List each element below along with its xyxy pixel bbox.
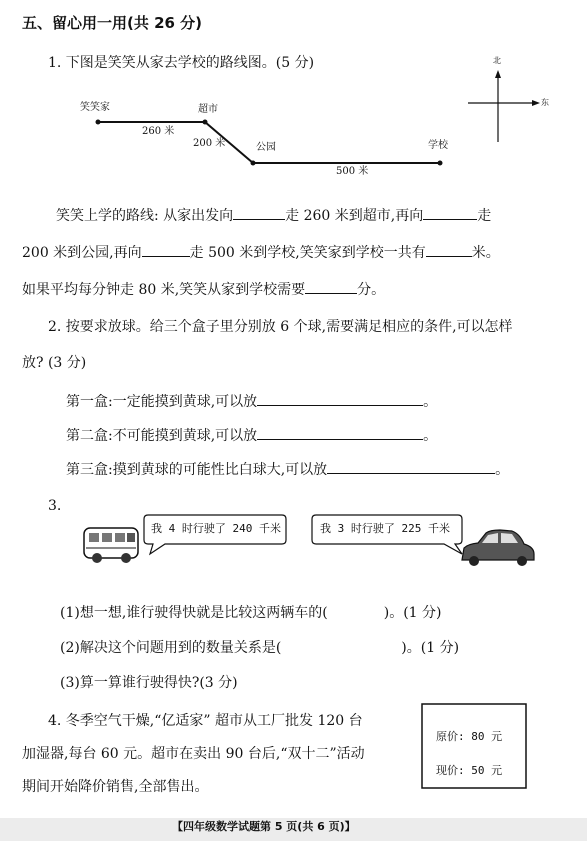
blank-box-3[interactable] — [327, 459, 495, 474]
map-distance-3: 500 米 — [336, 166, 369, 177]
bus-bubble-text: 我 4 时行驶了 240 千米 — [151, 522, 281, 535]
q1-heading: 1. 下图是笑笑从家去学校的路线图。(5 分) — [48, 55, 315, 71]
q2-box-2: 第二盒:不可能摸到黄球,可以放 。 — [66, 425, 437, 445]
map-distance-2: 200 米 — [193, 138, 226, 149]
map-label-home: 笑笑家 — [80, 102, 110, 113]
q4-line-2: 加湿器,每台 60 元。超市在卖出 90 台后,“双十二”活动 — [22, 746, 365, 762]
q3-part-2: (2)解决这个问题用到的数量关系是( )。(1 分) — [60, 640, 460, 656]
q1-line-1: 笑笑上学的路线: 从家出发向 走 260 米到超市,再向 走 — [56, 205, 491, 225]
q1-line-2: 200 米到公园,再向 走 500 米到学校,笑笑家到学校一共有 米。 — [22, 242, 500, 262]
q1-line-3: 如果平均每分钟走 80 米,笑笑从家到学校需要 分。 — [22, 279, 385, 299]
blank-minutes[interactable] — [305, 279, 357, 294]
map-distance-1: 260 米 — [142, 126, 175, 137]
q3-part-3: (3)算一算谁行驶得快?(3 分) — [60, 675, 238, 691]
page-footer: 【四年级数学试题第 5 页(共 6 页)】 — [172, 820, 356, 833]
q4-line-1: 4. 冬季空气干燥,“亿适家” 超市从工厂批发 120 台 — [48, 713, 363, 729]
section-title: 五、留心用一用(共 26 分) — [22, 14, 203, 32]
q3-number: 3. — [48, 498, 62, 514]
blank-direction-2[interactable] — [423, 205, 477, 220]
blank-direction-3[interactable] — [142, 242, 190, 257]
q4-line-3: 期间开始降价销售,全部售出。 — [22, 779, 209, 795]
map-label-park: 公园 — [256, 142, 276, 153]
home-dot — [96, 120, 101, 125]
q2-box-1: 第一盒:一定能摸到黄球,可以放 。 — [66, 391, 437, 411]
car-icon — [462, 530, 534, 566]
q2-heading-1: 2. 按要求放球。给三个盒子里分别放 6 个球,需要满足相应的条件,可以怎样 — [48, 319, 513, 335]
north-arrow-icon — [495, 70, 501, 78]
east-arrow-icon — [532, 100, 540, 106]
school-dot — [438, 161, 443, 166]
blank-box-2[interactable] — [257, 425, 423, 440]
compass-north-label: 北 — [493, 56, 501, 65]
blank-total-distance[interactable] — [426, 242, 472, 257]
price-current: 现价: 50 元 — [436, 764, 503, 777]
blank-box-1[interactable] — [257, 391, 423, 406]
park-dot — [251, 161, 256, 166]
car-bubble-text: 我 3 时行驶了 225 千米 — [320, 522, 450, 535]
price-original: 原价: 80 元 — [436, 730, 503, 743]
q2-heading-2: 放? (3 分) — [22, 355, 87, 371]
bus-icon — [84, 528, 138, 563]
supermarket-dot — [203, 120, 208, 125]
map-label-school: 学校 — [428, 140, 448, 151]
map-label-supermarket: 超市 — [198, 104, 218, 115]
compass-east-label: 东 — [541, 98, 549, 107]
q3-part-1: (1)想一想,谁行驶得快就是比较这两辆车的( )。(1 分) — [60, 605, 442, 621]
q2-box-3: 第三盒:摸到黄球的可能性比白球大,可以放 。 — [66, 459, 509, 479]
blank-direction-1[interactable] — [233, 205, 285, 220]
